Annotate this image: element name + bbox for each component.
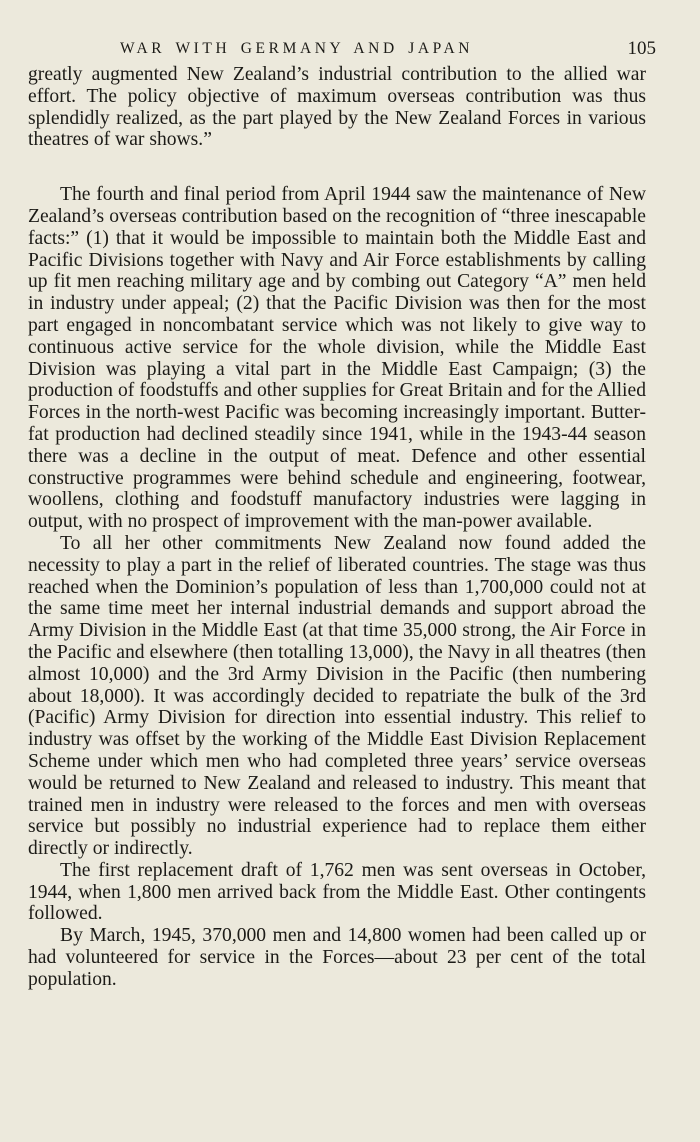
paragraph-relief-of-liberated-countries: To all her other commitments New Zealand now found added the necessity to play a part in the relief of liberated countries. The stage was thus reached when the Dominion’s population of less than 1,700,000 could not at the same time meet her internal industrial demands and support abroad the Army Division in the Middle East (at that time 35,000 strong, the Air Force in the Pacific and elsewhere (then totalling 13,000), the Navy in all theatres (then almost 10,000) and the 3rd Army Division in the Pacific (then numbering about 18,000). It was accordingly decided to repatriate the bulk of the 3rd (Pacific) Army Division for direction into essential industry. This relief to industry was offset by the working of the Middle East Division Replacement Scheme under which men who had completed three years’ service overseas would be returned to New Zealand and released to industry. This meant that trained men in industry were released to the forces and men with overseas service but possibly no industrial experience had to replace them either directly or indirectly. xyxy=(28,532,646,860)
paragraph-call-up-totals: By March, 1945, 370,000 men and 14,800 women had been called up or had volunteered for service in the Forces—about 23 per cent of the total population. xyxy=(28,925,646,990)
paragraph-continuation: greatly augmented New Zealand’s industrial contribution to the allied war effort. The policy objective of maximum overseas contribution was thus splendidly realized, as the part played by the New Zealand Forces in various theatres of war shows.” xyxy=(28,64,646,151)
body-text xyxy=(28,64,646,991)
paragraph-fourth-period: The fourth and final period from April 1944 saw the maintenance of New Zealand’s overseas contribution based on the recognition of “three inescapable facts:” (1) that it would be impossible to maintain both the Middle East and Pacific Divisions together with Navy and Air Force establishments by calling up fit men reaching military age and by combing out Category “A” men held in industry under appeal; (2) that the Pacific Division was then for the most part engaged in noncombatant service which was not likely to give way to continuous active service for the whole division, while the Middle East Division was playing a vital part in the Middle East Campaign; (3) the production of foodstuffs and other supplies for Great Britain and for the Allied Forces in the north-west Pacific was becoming increasingly important. Butter-fat production had declined steadily since 1941, while in the 1943-44 season there was a decline in the output of meat. Defence and other essential constructive programmes were behind schedule and engineering, footwear, woollens, clothing and foodstuff manufactory industries were lagging in output, with no prospect of improvement with the man-power available. xyxy=(28,184,646,533)
running-title: WAR WITH GERMANY AND JAPAN xyxy=(120,40,474,57)
paragraph-first-replacement-draft: The first replacement draft of 1,762 men was sent overseas in October, 1944, when 1,800 men arrived back from the Middle East. Other contingents followed. xyxy=(28,859,646,925)
page-number: 105 xyxy=(627,38,656,59)
running-head xyxy=(28,40,656,64)
